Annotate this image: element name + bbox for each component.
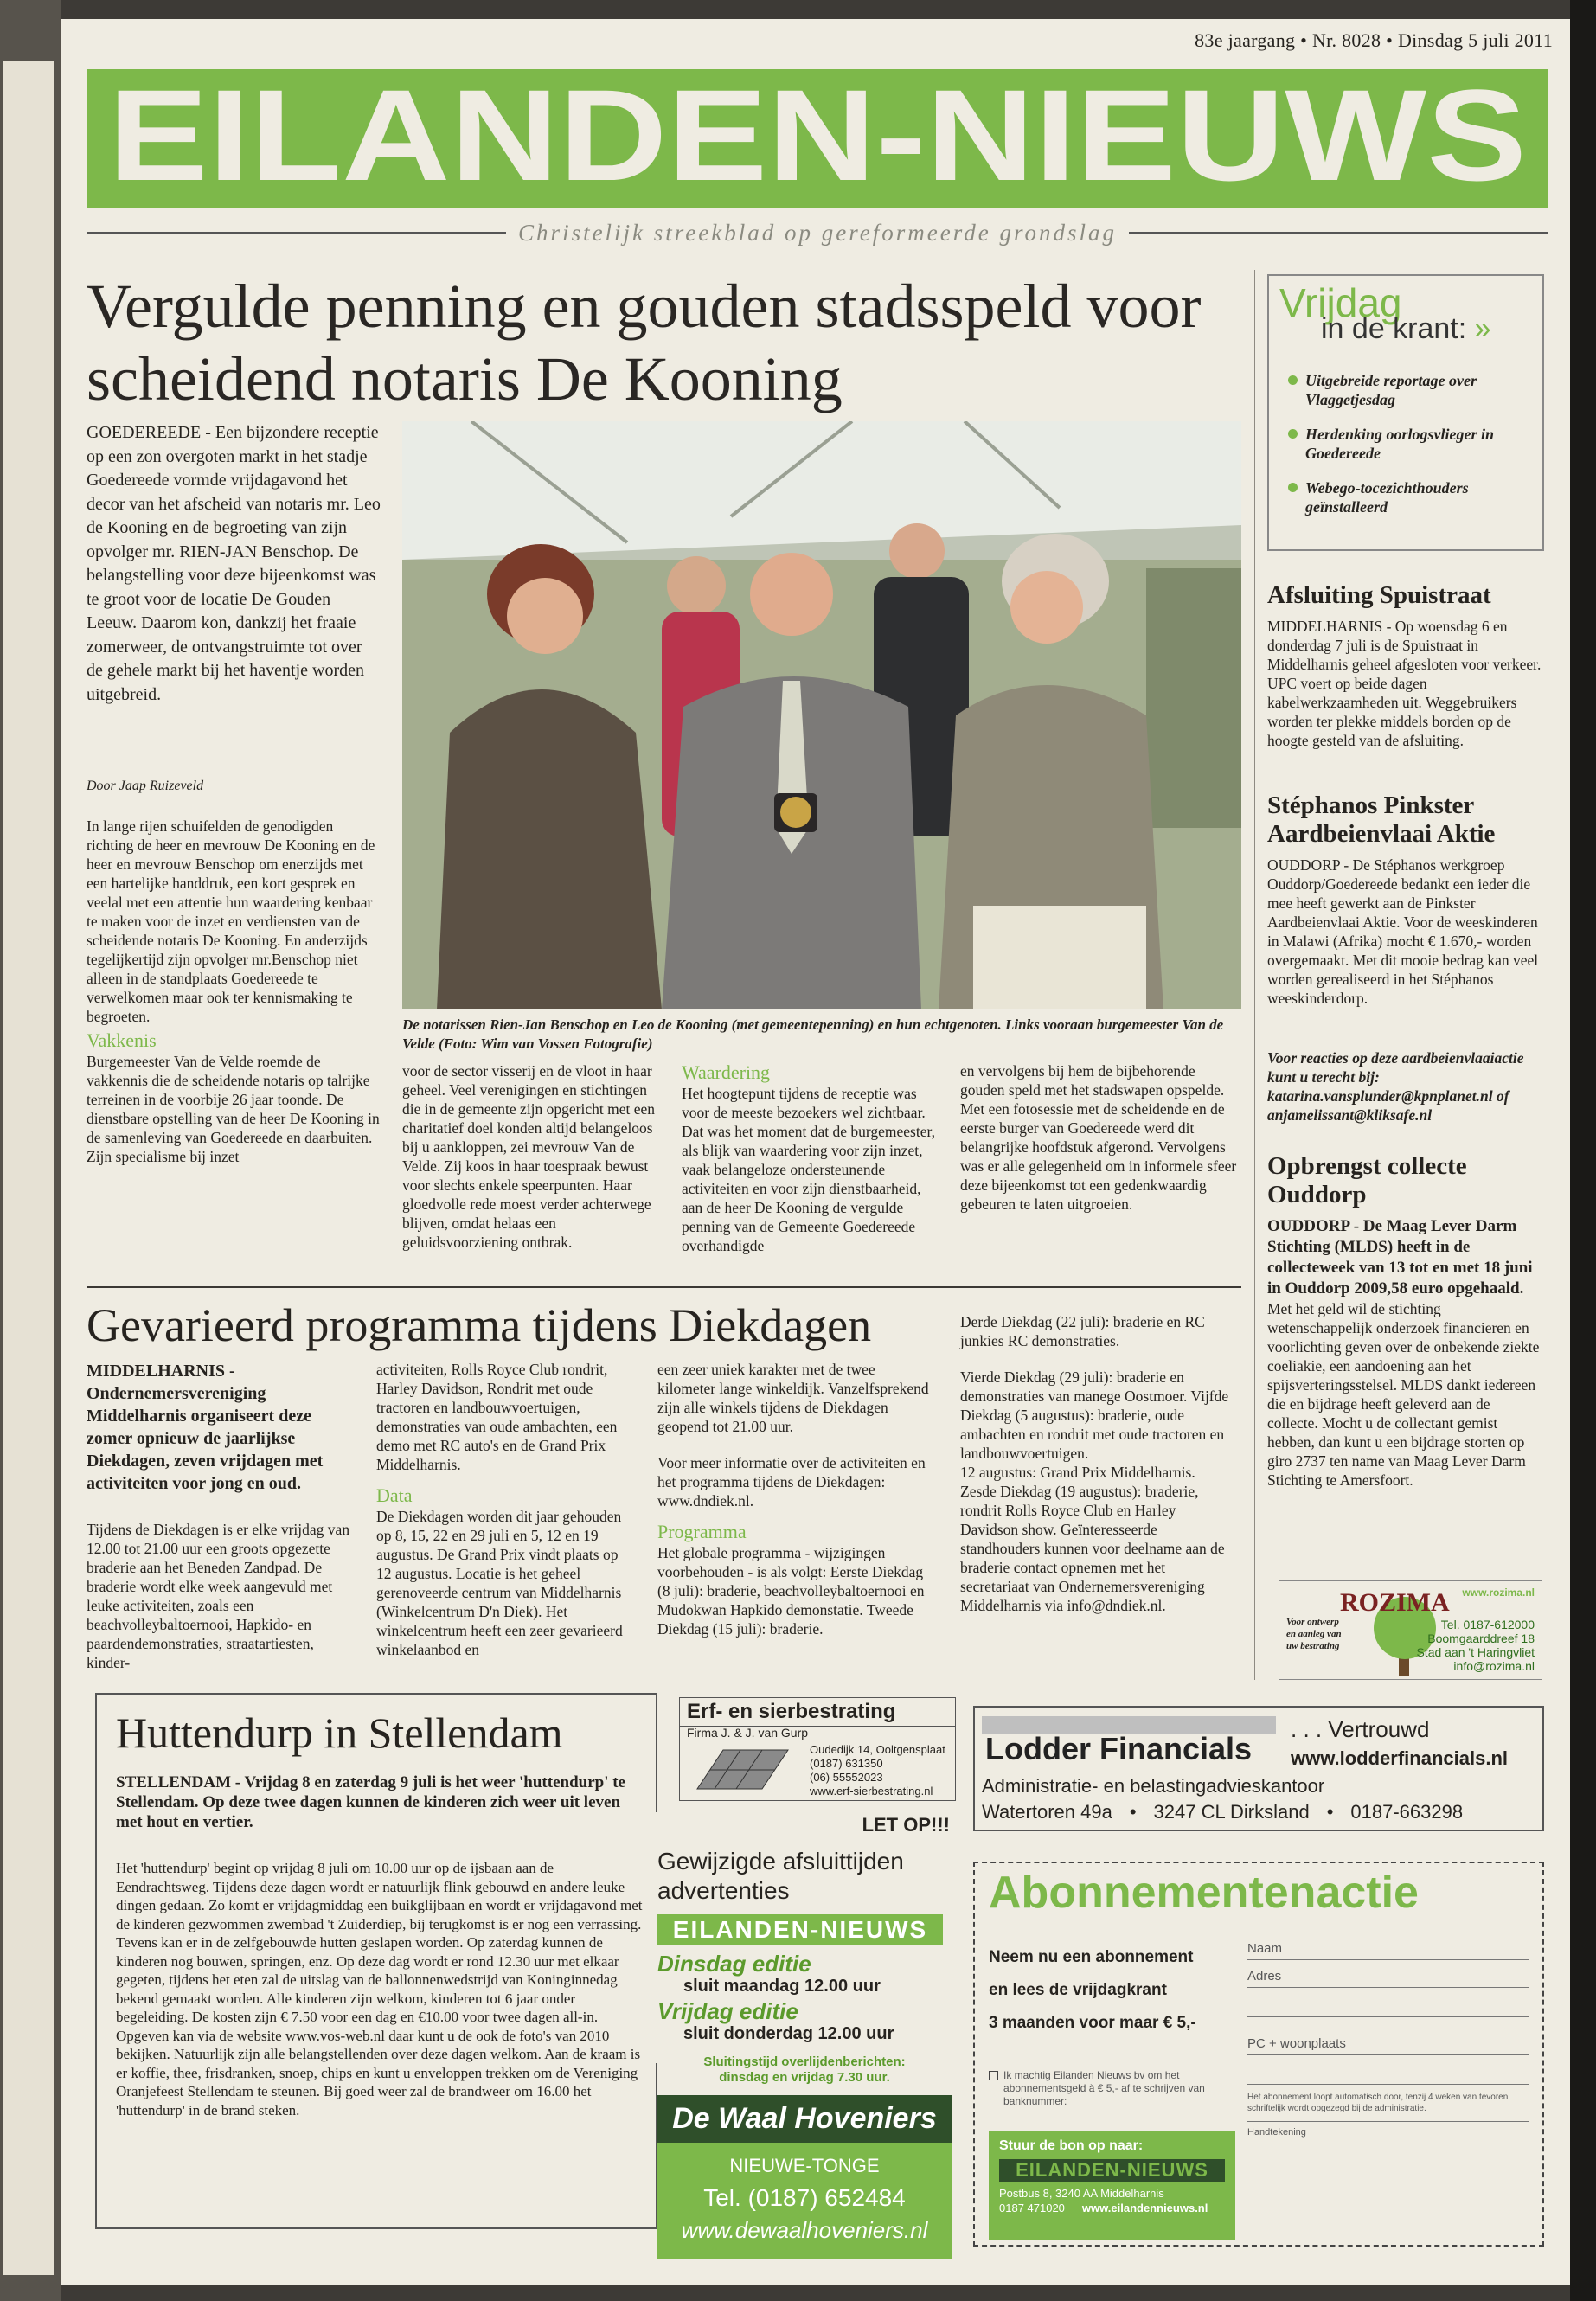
abon-line: Neem nu een abonnement (989, 1948, 1194, 1966)
main-col1b-text: Burgemeester Van de Velde roemde de vakkennis die de scheidende notaris op talrijke terreinen in de voorbije 26 jaar toonde. De dienstbare opstelling van de heer De Kooning in de samenleving van Goedereede en daarbuiten. Zijn specialisme bij inzet (87, 1053, 380, 1165)
scan-edge-right (1570, 0, 1596, 2301)
main-photo (402, 421, 1241, 1009)
diek-col3 (657, 1360, 934, 1638)
main-col1 (87, 817, 381, 1166)
masthead-logo (87, 69, 1548, 208)
rozima-addr: Boomgaarddreef 18 (1427, 1631, 1535, 1645)
rozima-city: Stad aan 't Haringvliet (1416, 1645, 1535, 1659)
rozima-slogan: Voor ontwerp en aanleg van uw bestrating (1286, 1617, 1342, 1651)
diek-col2-text: activiteiten, Rolls Royce Club rondrit, Harley Davidson, Rondrit met oude tractoren en landbouwvoertuigen, demonstraties van oude ambachten, een demo met RC auto's en de Grand Prix Middelharnis. (376, 1361, 618, 1473)
tagline: Christelijk streekblad op gereformeerde grondslag (518, 219, 1117, 246)
scan-edge-left (0, 0, 61, 2301)
erf-address (810, 1743, 945, 1798)
letop-label: LET OP!!! (862, 1814, 950, 1836)
send-masthead: EILANDEN-NIEUWS (999, 2159, 1225, 2182)
hutt-article (95, 1693, 657, 2229)
lodder-ad (973, 1706, 1544, 1831)
subhead-data: Data (376, 1484, 413, 1506)
erf-line: www.erf-sierbestrating.nl (810, 1785, 933, 1798)
aardbei-note: Voor reacties op deze aardbeienvlaaiactie kunt u terecht bij: katarina.vansplunder@kpnplanet.nl of anjamelissant@kliksafe.nl (1267, 1049, 1524, 1124)
field-naam[interactable]: Naam (1247, 1941, 1529, 1960)
erf-line: (06) 55552023 (810, 1771, 883, 1784)
erf-firm: Firma J. & J. van Gurp (687, 1726, 809, 1740)
abon-send-box (989, 2131, 1235, 2240)
hutt-title: Huttendurp in Stellendam (116, 1708, 563, 1757)
diek-headline: Gevarieerd programma tijdens Diekdagen (87, 1299, 872, 1351)
aardbei-title: Stéphanos Pinkster Aardbeienvlaai Aktie (1267, 792, 1496, 848)
issue-date: Dinsdag 5 juli 2011 (1397, 29, 1553, 51)
lodder-address-row (982, 1801, 1463, 1823)
abon-terms: Het abonnement loopt automatisch door, tenzij 4 weken van tevoren schriftelijk wordt opgezegd bij de administratie. (1247, 2092, 1529, 2122)
diek-col4d-text: Zesde Diekdag (19 augustus): braderie, rondrit Rolls Royce Club en Harley Davidson show. Geïnteresseerde standhouders kunnen voor deelname aan de braderie contact opnemen met het secretariaat van Ondernemersvereniging Middelharnis via info@dndiek.nl. (960, 1483, 1225, 1614)
bullet: • (1129, 1801, 1137, 1823)
diek-col4a-text: Derde Diekdag (22 juli): braderie en RC junkies RC demonstraties. (960, 1313, 1205, 1349)
rozima-name: ROZIMA (1340, 1588, 1450, 1617)
field-blank[interactable] (1247, 1988, 1529, 2017)
main-col1-text: In lange rijen schuifelden de genodigden richting de heer en mevrouw De Kooning en de heer en mevrouw Benschop om enerzijds met een hartelijke handdruk, een kort gesprek en veelal met een attentie hun waardering kenbaar te maken voor de inzet en verdiensten van de scheidende notaris De Kooning. En anderzijds tegelijkertijd zijn opvolger mr.Benschop niet alleen in de standplaats Goedereede te verwelkomen maar ook ter kennismaking te begroeten. (87, 817, 375, 1025)
diek-col2b-text: De Diekdagen worden dit jaar gehouden op 8, 15, 22 en 29 juli en 5, 12 en 19 augustus. De Grand Prix vindt plaats op 12 augustus. Locatie is het geheel gerenoveerde centrum van Middelharnis (Winkelcentrum D'n Diek). Het winkelcentrum heeft een zeer gevarieerd winkelaanbod en (376, 1508, 623, 1658)
diek-col3c-text: Het globale programma - wijzigingen voorbehouden - is als volgt: Eerste Diekdag (8 juli): braderie, beachvolleybaltoernooi en Mudokwan Hapkido demonstatie. Tweede Diekdag (15 juli): braderie. (657, 1544, 925, 1638)
main-col3 (682, 1061, 941, 1255)
diek-col4b-text: Vierde Diekdag (29 juli): braderie en demonstraties van manege Oostmoer. Vijfde Diekdag (5 augustus): braderie, oude ambachten en rondrit met oude tractoren en landbouwvoertuigen. (960, 1368, 1229, 1462)
waal-title: De Waal Hoveniers (657, 2095, 952, 2143)
diek-col2 (376, 1360, 636, 1659)
adjacent-page (3, 61, 54, 2275)
photo-caption: De notarissen Rien-Jan Benschop en Leo de Kooning (met gemeentepenning) en hun echtgenoten. Links vooraan burgemeester Van de Velde (Foto: Wim van Vossen Fotografie) (402, 1016, 1224, 1052)
rozima-mail: info@rozima.nl (1453, 1659, 1535, 1673)
main-headline: Vergulde penning en gouden stadsspeld voor scheidend notaris De Kooning (87, 272, 1202, 413)
tuesday-edition: Dinsdag editie (657, 1951, 811, 1977)
waal-ad (657, 2095, 952, 2259)
column-rule (1254, 270, 1255, 1680)
diek-col3b-text: Voor meer informatie over de activiteiten en het programma tijdens de Diekdagen: www.dndiek.nl. (657, 1454, 926, 1509)
rozima-contact (1416, 1618, 1535, 1673)
lodder-sub: Administratie- en belastingadvieskantoor (982, 1775, 1325, 1797)
tuesday-deadline: sluit maandag 12.00 uur (683, 1977, 881, 1996)
diek-col4c-text: 12 augustus: Grand Prix Middelharnis. (960, 1464, 1195, 1481)
lodder-city: 3247 CL Dirksland (1153, 1801, 1310, 1823)
tagline-row (87, 220, 1548, 246)
subscription-coupon (973, 1862, 1544, 2247)
diek-col1: Tijdens de Diekdagen is er elke vrijdag van 12.00 tot 21.00 uur een groots opgezette braderie aan het Beneden Zandpad. De braderie wordt elke week aangevuld met leuke activiteiten, zoals een beachvolleybaltoernooi, Hapkido- en paardendemonstraties, straatartiesten, kinder- (87, 1521, 350, 1671)
field-blank[interactable] (1247, 2055, 1529, 2085)
send-web: www.eilandennieuws.nl (1081, 2202, 1208, 2214)
hutt-lead: STELLENDAM - Vrijdag 8 en zaterdag 9 juli is het weer 'huttendurp' te Stellendam. Op deze twee dagen kunnen de kinderen zich weer uit leven met hout en vertier. (116, 1773, 625, 1831)
abon-line: 3 maanden voor maar € 5,- (989, 2014, 1196, 2032)
erf-ad (679, 1697, 956, 1801)
abon-form (1247, 1941, 1529, 2138)
rozima-tel: Tel. 0187-612000 (1440, 1618, 1535, 1631)
diek-col4 (960, 1312, 1237, 1615)
mandate-text: Ik machtig Eilanden Nieuws bv om het abonnementsgeld à € 5,- af te schrijven van banknummer: (1003, 2069, 1205, 2107)
subhead-programma: Programma (657, 1521, 747, 1542)
erf-line: (0187) 631350 (810, 1757, 883, 1770)
subhead-vakkenis: Vakkenis (87, 1029, 157, 1051)
friday-subtitle (1321, 312, 1491, 346)
collecte-title: Opbrengst collecte Ouddorp (1267, 1152, 1467, 1208)
friday-deadline: sluit donderdag 12.00 uur (683, 2024, 894, 2043)
rozima-web: www.rozima.nl (1462, 1586, 1535, 1599)
subhead-waardering: Waardering (682, 1061, 771, 1083)
friday-subtitle-text: in de krant: (1321, 312, 1467, 345)
send-address: Postbus 8, 3240 AA Middelharnis (999, 2187, 1164, 2200)
lodder-name: Lodder Financials (985, 1731, 1253, 1766)
deadline-notice (649, 1812, 960, 2085)
byline: Door Jaap Ruizeveld (87, 779, 381, 798)
friday-edition: Vrijdag editie (657, 1998, 798, 2024)
lodder-tel: 0187-663298 (1350, 1801, 1464, 1823)
erf-line: Oudedijk 14, Ooltgensplaat (810, 1743, 945, 1756)
mandate-checkbox[interactable] (989, 2071, 998, 2080)
main-col2: voor de sector visserij en de vloot in haar geheel. Veel verenigingen en stichtingen die in de gemeente zijn opgericht met een charitatief doel konden altijd belangeloos bij u aankloppen, zei mevrouw Van de Velde. Zij koos in haar toespraak bewust voor slechts enkele speerpunten. Haar gloedvolle rede moest verder achterwege blijven, omdat helaas een geluidsvoorziening ontbrak. (402, 1062, 656, 1251)
arrow-icon: » (1474, 312, 1491, 345)
bullet: • (1326, 1801, 1334, 1823)
field-pc[interactable]: PC + woonplaats (1247, 2017, 1529, 2055)
main-lead: GOEDEREEDE - Een bijzondere receptie op een zon overgoten markt in het stadje Goedereede vormde vrijdagavond het decor van het afscheid van notaris mr. Leo de Kooning en de begroeting van zijn opvolger mr. RIEN-JAN Benschop. De belangstelling voor deze bijeenkomst was te groot voor de locatie De Gouden Leeuw. Daarom kon, dankzij het fraaie zomerweer, de ontvangstruimte tot over de gehele markt bij het haventje worden uitgebreid. (87, 423, 381, 704)
lodder-tagline: . . . Vertrouwd (1291, 1716, 1430, 1742)
spui-article (1267, 581, 1544, 750)
divider (87, 1286, 1241, 1288)
collecte-lead: OUDDORP - De Maag Lever Darm Stichting (MLDS) heeft in de collecteweek van 13 tot en met 18 juni in Ouddorp 2009,58 euro opgehaald. (1267, 1217, 1533, 1298)
issue-info: 83e jaargang • Nr. 8028 • Dinsdag 5 juli 2011 (1195, 29, 1553, 51)
deadline-note: Sluitingstijd overlijdenberichten: dinsdag en vrijdag 7.30 uur. (703, 2054, 906, 2085)
spui-title: Afsluiting Spuistraat (1267, 581, 1491, 609)
abon-mandate (989, 2069, 1214, 2108)
issue-number: Nr. 8028 (1311, 29, 1381, 51)
lodder-addr: Watertoren 49a (982, 1801, 1112, 1823)
lodder-web: www.lodderfinancials.nl (1291, 1747, 1509, 1769)
erf-title: Erf- en sierbestrating (680, 1698, 955, 1727)
send-contact (989, 2200, 1235, 2214)
friday-box (1267, 274, 1544, 551)
spui-text: MIDDELHARNIS - Op woensdag 6 en donderdag 7 juli is de Spuistraat in Middelharnis geheel afgesloten voor verkeer. UPC voert op beide dagen kabelwerkzaamheden uit. Weggebruikers worden ter plekke middels borden op de hoogte gesteld van de afsluiting. (1267, 618, 1542, 749)
volume: 83e jaargang (1195, 29, 1296, 51)
friday-item: Uitgebreide reportage over Vlaggetjesdag (1288, 371, 1535, 409)
main-col3-text: Het hoogtepunt tijdens de receptie was voor de meeste bezoekers wel zichtbaar. Dat was het moment dat de burgemeester, als blijk van waardering voor zijn inzet, vaak belangeloze ondersteunende activiteiten en voor zijn dienstbaarheid, aan de heer De Kooning de vergulde penning van de Gemeente Goedereede overhandigde (682, 1085, 935, 1254)
send-label: Stuur de bon op naar: (999, 2138, 1144, 2153)
deadline-title: Gewijzigde afsluittijden advertenties (657, 1848, 904, 1904)
collecte-text: Met het geld wil de stichting wetenschappelijk onderzoek financieren en voorlichting geven over de onbekende ziekte coeliakie, een aandoening aan het spijsverteringsstelsel. MLDS dankt iedereen die en bijdrage heeft geleverd aan de collecte. Mocht u de collectant gemist hebben, dan kunt u een bijdrage storten op giro 2737 ten name van Maag Lever Darm Stichting te Amersfoort. (1267, 1300, 1540, 1489)
paving-icon (689, 1746, 792, 1793)
collecte-article (1267, 1152, 1544, 1490)
diek-col3-text: een zeer uniek karakter met de twee kilometer lange winkeldijk. Vanzelfsprekend zijn alle winkels tijdens de Diekdagen geopend tot 21.00 uur. (657, 1361, 929, 1435)
lodder-logo (982, 1716, 1276, 1768)
rozima-ad (1279, 1580, 1542, 1680)
friday-list (1288, 371, 1535, 532)
waal-place: NIEUWE-TONGE (729, 2155, 880, 2176)
abon-title: Abonnementenactie (989, 1868, 1419, 1918)
friday-title: Vrijdag (1279, 280, 1402, 325)
waal-web: www.dewaalhoveniers.nl (681, 2217, 928, 2243)
aardbei-text: OUDDORP - De Stéphanos werkgroep Ouddorp/Goedereede bedankt een ieder die mee heeft gewerkt aan de Pinkster Aardbeienvlaai Aktie. Voor de weeskinderen in Malawi (Afrika) mocht € 1.670,- worden overgemaakt. Met dit mooie bedrag kan veel worden gerealiseerd in het Stéphanos weeskinderdorp. (1267, 856, 1539, 1007)
friday-item: Herdenking oorlogsvlieger in Goedereede (1288, 425, 1535, 463)
send-tel: 0187 471020 (999, 2202, 1065, 2214)
field-signature[interactable]: Handtekening (1247, 2127, 1306, 2138)
newspaper-page (61, 19, 1570, 2285)
aardbei-article (1267, 792, 1544, 1008)
friday-item: Webego-tocezichthouders geïnstalleerd (1288, 478, 1535, 516)
waal-tel: Tel. (0187) 652484 (703, 2184, 906, 2211)
masthead-text: EILANDEN-NIEUWS (108, 69, 1527, 208)
main-col4: en vervolgens bij hem de bijbehorende gouden speld met het stadswapen opspelde. Met een fotosessie met de scheidende en de eerste burger van Goedereede werd dit belangrijke hoofdstuk afgerond. Vervolgens was er alle gelegenheid om in informele sfeer deze bijeenkomst tot een gedenkwaardig gebeuren te laten uitgroeien. (960, 1062, 1237, 1213)
diek-lead: MIDDELHARNIS - Ondernemersvereniging Middelharnis organiseert deze zomer opnieuw de jaarlijkse Diekdagen, zeven vrijdagen met activiteiten voor jong en oud. (87, 1362, 324, 1493)
deadline-masthead: EILANDEN-NIEUWS (657, 1914, 943, 1945)
abon-offer (989, 1941, 1196, 2040)
abon-line: en lees de vrijdagkrant (989, 1981, 1167, 1999)
hutt-body: Het 'huttendurp' begint op vrijdag 8 juli om 10.00 uur op de ijsbaan aan de Eendrachtsweg. Tijdens deze dagen wordt er natuurlijk flink gebouwd en andere leuke dingen gedaan. Zo komt er vrijdagmiddag een buikglijbaan en wordt er vrijdagavond met de kinderen gezwommen zwembad 't Zuiderdiep, bij terugkomst is er nog een verrassing. Tevens kan er in de zelfgebouwde hutten geslapen worden. Op zaterdag kunnen de kinderen nog bouwen, springen, enz. Op deze dag wordt er rond 12.30 uur met elkaar gegeten, tijdens het eten zal de uitslag van de ballonnenwedstrijd van Koninginnedag bekend gemaakt worden. Alle kinderen zijn welkom, kinderen tot 6 jaar onder begeleiding. De kosten zijn € 7.50 voor een dag en €10.00 voor twee dagen all-in. Opgeven kan via de website www.vos-web.nl daar kunt u de ook de foto's van 2010 bekijken. Natuurlijk zijn alle belangstellenden over deze dagen welkom. Aan de kraam is er koffie, thee, frisdranken, snoep, chips en kunt u enveloppen trekken om de Vereniging Oranjefeest Stellendam te steunen. Bij goed weer zal de brandweer om 16.00 het 'huttendurp' in de brand steken. (116, 1860, 643, 2118)
field-adres[interactable]: Adres (1247, 1960, 1529, 1988)
